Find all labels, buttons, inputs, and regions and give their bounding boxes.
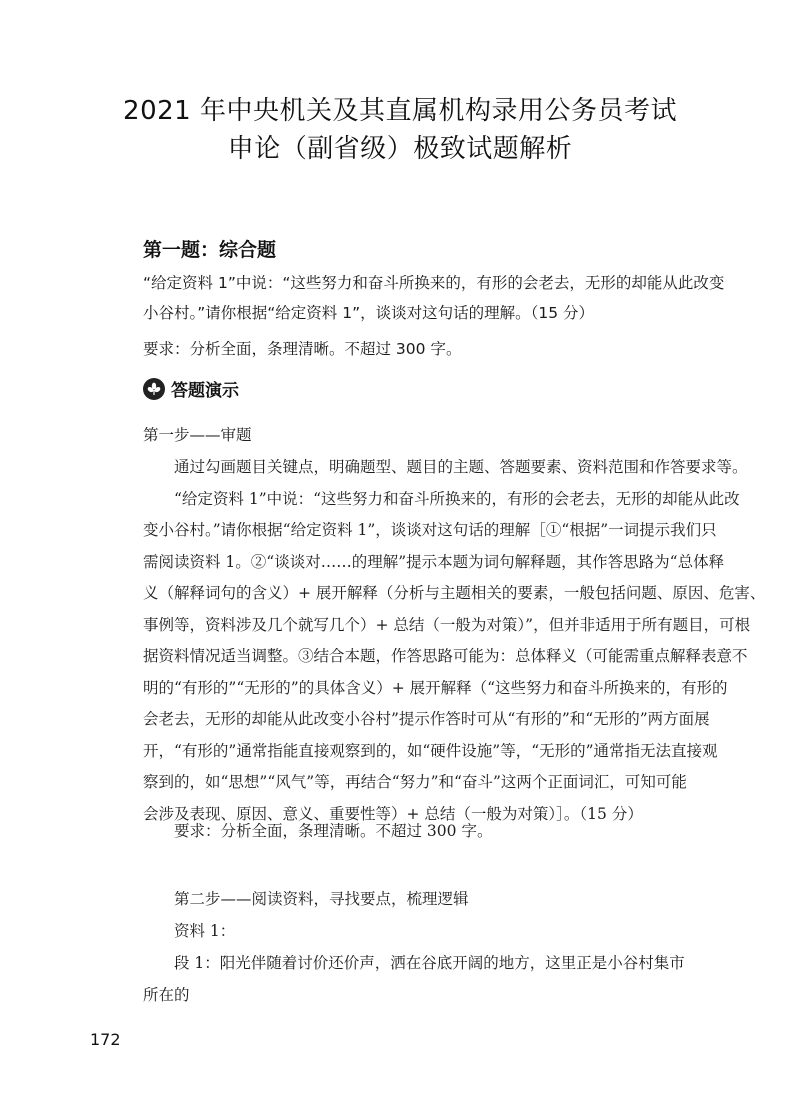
demo-label: 答题演示 [171,381,239,401]
step1-line: 会涉及表现、原因、意义、重要性等）+ 总结（一般为对策）］。（15 分） [143,804,643,823]
document-title-line-1: 2021 年中央机关及其直属机构录用公务员考试 [123,96,677,126]
step1-body [143,452,766,830]
question-requirement: 要求：分析全面，条理清晰。不超过 300 字。 [143,340,462,358]
step1-line: 据资料情况适当调整。③结合本题，作答思路可能为：总体释义（可能需重点解释表意不 [143,647,748,665]
step1-line: 义（解释词句的含义）+ 展开解释（分析与主题相关的要素，一般包括问题、原因、危害、 [143,584,766,602]
demo-header [143,376,239,401]
step1-line: 变小谷村。”请你根据“给定资料 1”，谈谈对这句话的理解［①“根据”一词提示我们只 [143,521,717,539]
section-heading: 第一题：综合题 [143,239,277,261]
step1-line: 开，“有形的”通常指能直接观察到的，如“硬件设施”等，“无形的”通常指无法直接观 [143,741,718,760]
step2-heading: 第二步——阅读资料，寻找要点，梳理逻辑 [143,890,469,908]
question-text [143,268,725,328]
material-label: 资料 1： [143,922,236,940]
step1-line: 明的“有形的”“无形的”的具体含义）+ 展开解释（“这些努力和奋斗所换来的，有形的 [143,678,728,697]
step1-line: 会老去，无形的却能从此改变小谷村”提示作答时可从“有形的”和“无形的”两方面展 [143,710,710,728]
document-title-line-2: 申论（副省级）极致试题解析 [227,134,573,164]
material-paragraph: 段 1：阳光伴随着讨价还价声，洒在谷底开阔的地方，这里正是小谷村集市所在的 [143,954,685,1004]
step1-line: 通过勾画题目关键点，明确题型、题目的主题、答题要素、资料范围和作答要求等。 [143,458,748,476]
step1-requirement: 要求：分析全面，条理清晰。不超过 300 字。 [143,822,493,840]
step1-line: 察到的，如“思想”“风气”等，再结合“努力”和“奋斗”这两个正面词汇，可知可能 [143,773,687,791]
step1-line: “给定资料 1”中说：“这些努力和奋斗所换来的，有形的会老去，无形的却能从此改 [143,489,740,508]
page-number: 172 [90,1030,121,1049]
step1-heading: 第一步——审题 [143,426,252,444]
step1-line: 事例等，资料涉及几个就写几个）+ 总结（一般为对策）”，但并非适用于所有题目，可根 [143,615,751,634]
question-line: “给定资料 1”中说：“这些努力和奋斗所换来的，有形的会老去，无形的却能从此改变 [143,274,725,292]
question-line: 小谷村。”请你根据“给定资料 1”，谈谈对这句话的理解。（15 分） [143,304,595,322]
flower-icon [143,378,165,400]
step1-line: 需阅读资料 1。②“谈谈对……的理解”提示本题为词句解释题，其作答思路为“总体释 [143,552,725,571]
